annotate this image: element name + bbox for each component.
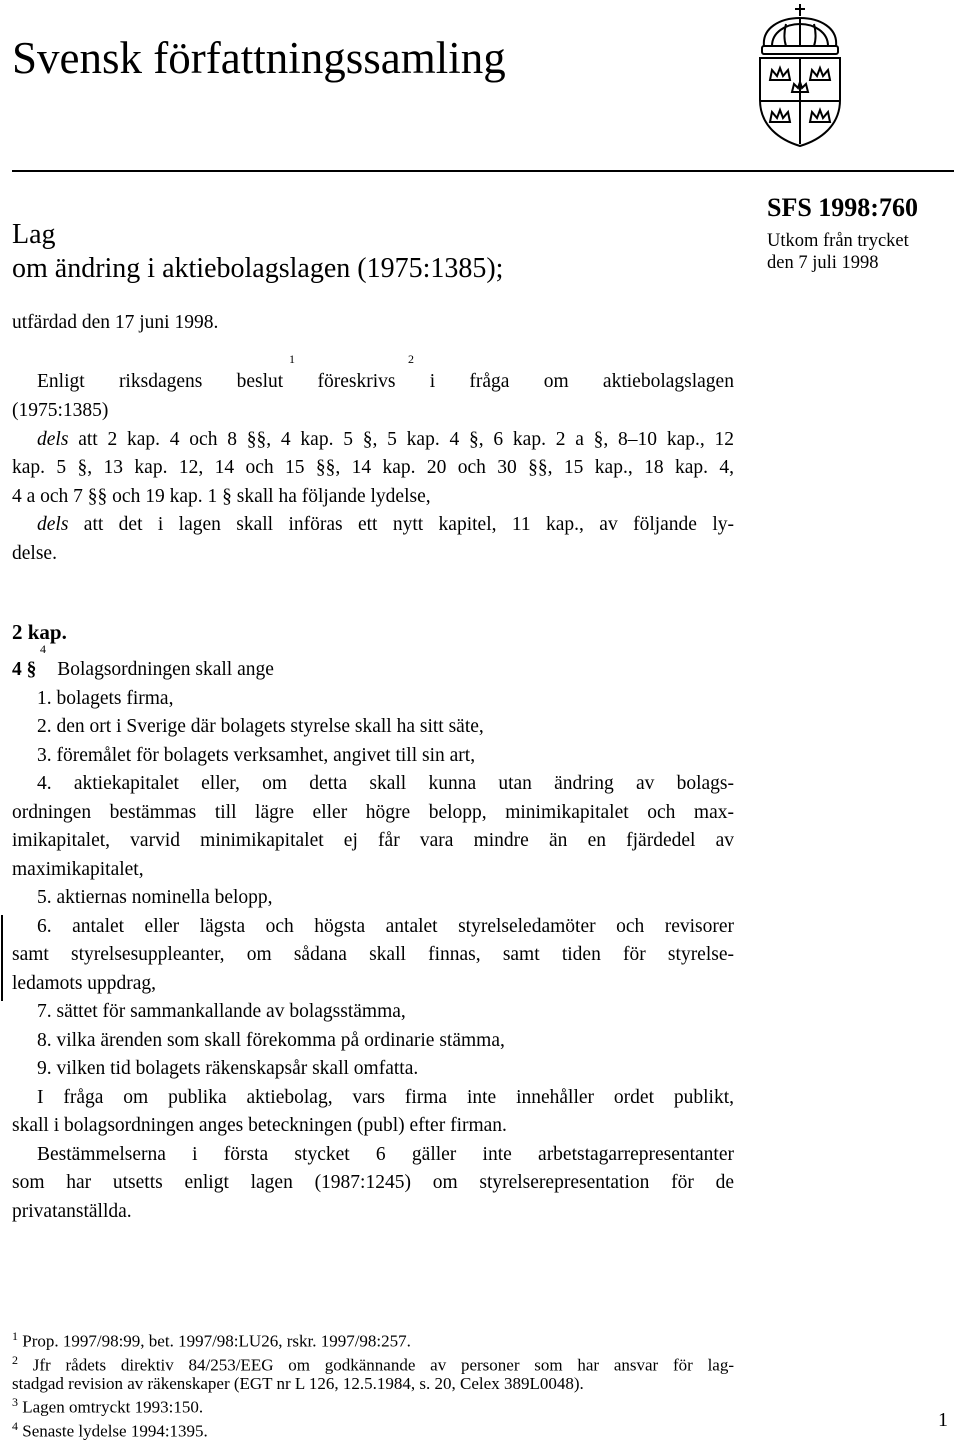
footnote-text: Lagen omtryckt 1993:150. <box>22 1397 204 1417</box>
footnote-text: Jfr rådets direktiv 84/253/EEG om godkännande av personer som har ansvar för lag- <box>32 1355 735 1375</box>
preamble-word: föreskrivs <box>317 371 396 392</box>
footnote-4 <box>12 1417 734 1441</box>
paragraph-intro-text: Bolagsordningen skall ange <box>57 659 274 680</box>
footnote-2-line-a <box>12 1351 734 1375</box>
dels-italic: dels <box>37 428 69 450</box>
footnote-number: 3 <box>12 1395 18 1410</box>
footnotes <box>12 1327 734 1441</box>
dels-1-line-a <box>12 426 734 455</box>
main-body <box>12 309 734 338</box>
preamble-line-1 <box>37 368 734 397</box>
list-item: 9. vilken tid bolagets räkenskapsår skall omfatta. <box>37 1058 419 1079</box>
header-rule <box>12 170 954 172</box>
footnote-1 <box>12 1327 734 1351</box>
paragraph-3-line-a: Bestämmelserna i första stycket 6 gäller inte arbetstagarrepresentanter <box>37 1143 734 1165</box>
list-item: 3. föremålet för bolagets verksamhet, angivet till sin art, <box>37 744 476 766</box>
chapter-heading: 2 kap. <box>12 620 67 644</box>
preamble-word: om <box>543 371 569 392</box>
preamble-line-2: (1975:1385) <box>12 400 109 421</box>
change-bar <box>1 915 3 1001</box>
issued-line-1: Utkom från trycket <box>767 231 909 251</box>
item-4-line-b: ordningen bestämmas till lägre eller högre belopp, minimikapitalet och max- <box>12 801 734 823</box>
footnote-3 <box>12 1393 734 1417</box>
footnote-number: 2 <box>12 1352 18 1367</box>
footnote-2-line-b: stadgad revision av räkenskaper (EGT nr L 126, 12.5.1984, s. 20, Celex 389L0048). <box>12 1374 584 1394</box>
preamble-word: Enligt <box>37 371 85 392</box>
item-6-line-b: samt styrelsesuppleanter, om sådana skall finnas, samt tiden för styrelse- <box>12 944 734 965</box>
dels-2-line-a <box>12 511 734 540</box>
item-6-line-a: 6. antalet eller lägsta och högsta antalet styrelseledamöter och revisorer <box>37 915 734 937</box>
law-title-line-2: om ändring i aktiebolagslagen (1975:1385); <box>12 253 504 284</box>
date-line: utfärdad den 17 juni 1998. <box>12 312 219 333</box>
preamble-word: i <box>429 371 436 392</box>
dels-2-text-a: att det i lagen skall införas ett nytt kapitel, 11 kap., av följande ly- <box>83 514 734 535</box>
preamble-word: fråga <box>469 371 510 392</box>
sfs-number: SFS 1998:760 <box>767 193 918 222</box>
page-number: 1 <box>938 1409 948 1431</box>
list-item: 8. vilka ärenden som skall förekomma på ordinarie stämma, <box>37 1029 505 1051</box>
paragraph-2-line-a: I fråga om publika aktiebolag, vars firma inte innehåller ordet publikt, <box>37 1086 734 1108</box>
sfs-block <box>767 192 918 274</box>
item-4-line-c: imikapitalet, varvid minimikapitalet ej får vara mindre än en fjärdedel av <box>12 830 734 851</box>
paragraph-2-line-b: skall i bolagsordningen anges beteckningen (publ) efter firman. <box>12 1115 507 1136</box>
paragraph-number: 4 § <box>12 659 37 680</box>
law-title-line-1: Lag <box>12 219 56 250</box>
dels-1-text-a: att 2 kap. 4 och 8 §§, 4 kap. 5 §, 5 kap. 4 §, 6 kap. 2 a §, 8–10 kap., 12 <box>78 428 735 450</box>
publication-title: Svensk författningssamling <box>12 33 506 83</box>
issued-line-2: den 7 juli 1998 <box>767 253 879 273</box>
list-item: 2. den ort i Sverige där bolagets styrelse skall ha sitt säte, <box>37 716 484 737</box>
footnote-text: Senaste lydelse 1994:1395. <box>22 1421 208 1441</box>
item-4-line-d: maximikapitalet, <box>12 858 144 880</box>
paragraph-3-line-c: privatanställda. <box>12 1200 132 1222</box>
paragraph-3-line-b: som har utsetts enligt lagen (1987:1245) om styrelserepresentation för de <box>12 1172 734 1193</box>
footnote-number: 1 <box>12 1329 18 1343</box>
dels-1-line-c: 4 a och 7 §§ och 19 kap. 1 § skall ha följande lydelse, <box>12 485 431 507</box>
dels-1-line-b: kap. 5 §, 13 kap. 12, 14 och 15 §§, 14 kap. 20 och 30 §§, 15 kap., 18 kap. 4, <box>12 457 734 478</box>
preamble-word: beslut <box>236 371 284 392</box>
footnote-text: Prop. 1997/98:99, bet. 1997/98:LU26, rskr. 1997/98:257. <box>22 1331 411 1351</box>
dels-italic: dels <box>37 514 69 535</box>
paragraph-intro <box>12 656 734 685</box>
item-6-line-c: ledamots uppdrag, <box>12 972 157 994</box>
footnote-number: 4 <box>12 1418 18 1433</box>
footnote-marker-2: 2 <box>408 352 414 366</box>
footnote-marker-1: 1 <box>289 352 295 366</box>
preamble-word: aktiebolagslagen <box>602 371 734 392</box>
list-item: 5. aktiernas nominella belopp, <box>37 887 273 908</box>
list-item: 7. sättet för sammankallande av bolagsstämma, <box>37 1001 406 1022</box>
chapter-body <box>12 656 734 1226</box>
item-4-line-a: 4. aktiekapitalet eller, om detta skall kunna utan ändring av bolags- <box>37 773 734 794</box>
footnote-marker-4: 4 <box>40 642 46 656</box>
preamble-word: riksdagens <box>118 371 203 392</box>
list-item: 1. bolagets firma, <box>37 687 174 709</box>
coat-of-arms-icon <box>750 2 850 150</box>
law-title <box>12 218 503 286</box>
dels-2-line-b: delse. <box>12 542 57 564</box>
preamble-rest <box>12 397 734 568</box>
